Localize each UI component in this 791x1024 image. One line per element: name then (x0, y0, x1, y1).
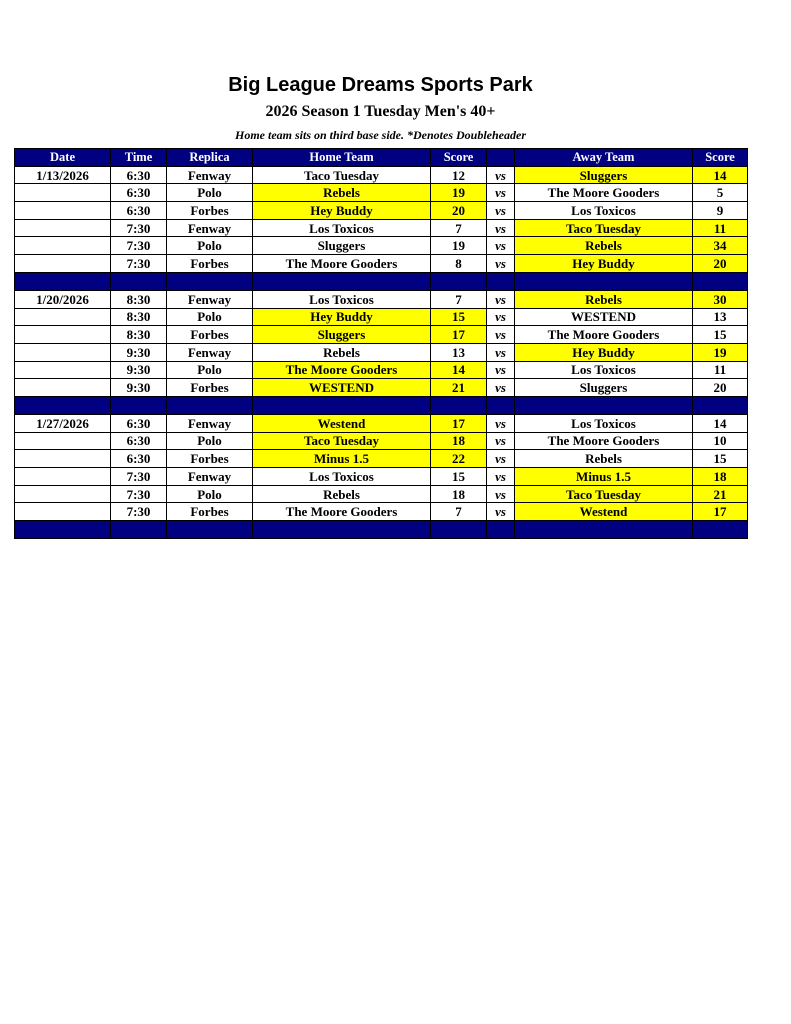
separator-cell (253, 272, 431, 290)
date-cell (15, 237, 111, 255)
away-team-cell: Hey Buddy (515, 343, 693, 361)
away-score-cell: 20 (693, 379, 748, 397)
separator-cell (167, 521, 253, 539)
home-team-cell: Hey Buddy (253, 308, 431, 326)
page-subtitle: 2026 Season 1 Tuesday Men's 40+ (265, 103, 496, 120)
home-team-cell: Minus 1.5 (253, 450, 431, 468)
game-row (15, 361, 748, 379)
game-row (15, 343, 748, 361)
home-team-cell: The Moore Gooders (253, 255, 431, 273)
home-score-cell: 22 (431, 450, 487, 468)
vs-label: vs (487, 326, 515, 344)
separator-cell (693, 272, 748, 290)
separator-cell (111, 272, 167, 290)
home-score-cell: 18 (431, 432, 487, 450)
time-cell: 7:30 (111, 237, 167, 255)
home-team-cell: The Moore Gooders (253, 361, 431, 379)
vs-label: vs (487, 166, 515, 184)
separator-cell (111, 396, 167, 414)
time-cell: 7:30 (111, 468, 167, 486)
home-team-cell: Los Toxicos (253, 290, 431, 308)
date-cell (15, 326, 111, 344)
away-team-cell: Sluggers (515, 166, 693, 184)
away-score-cell: 30 (693, 290, 748, 308)
date-cell: 1/13/2026 (15, 166, 111, 184)
col-header-date: Date (15, 149, 111, 167)
date-cell (15, 219, 111, 237)
game-row (15, 485, 748, 503)
time-cell: 6:30 (111, 450, 167, 468)
home-team-cell: Los Toxicos (253, 468, 431, 486)
separator-cell (431, 396, 487, 414)
col-header-home-score: Score (431, 149, 487, 167)
separator-cell (515, 396, 693, 414)
col-header-replica: Replica (167, 149, 253, 167)
replica-cell: Fenway (167, 414, 253, 432)
separator-cell (167, 272, 253, 290)
away-score-cell: 11 (693, 219, 748, 237)
time-cell: 7:30 (111, 485, 167, 503)
vs-label: vs (487, 290, 515, 308)
time-cell: 9:30 (111, 361, 167, 379)
game-row (15, 326, 748, 344)
schedule-note: Home team sits on third base side. *Denotes Doubleheader (235, 128, 526, 142)
replica-cell: Polo (167, 308, 253, 326)
date-cell (15, 485, 111, 503)
date-cell (15, 361, 111, 379)
time-cell: 9:30 (111, 343, 167, 361)
away-team-cell: Los Toxicos (515, 414, 693, 432)
page-title: Big League Dreams Sports Park (228, 74, 533, 96)
vs-label: vs (487, 485, 515, 503)
time-cell: 6:30 (111, 166, 167, 184)
col-header-time: Time (111, 149, 167, 167)
separator-cell (431, 521, 487, 539)
home-team-cell: The Moore Gooders (253, 503, 431, 521)
time-cell: 7:30 (111, 255, 167, 273)
time-cell: 6:30 (111, 414, 167, 432)
home-score-cell: 19 (431, 184, 487, 202)
separator-cell (167, 396, 253, 414)
replica-cell: Fenway (167, 290, 253, 308)
away-team-cell: The Moore Gooders (515, 432, 693, 450)
home-team-cell: Taco Tuesday (253, 166, 431, 184)
separator-cell (487, 521, 515, 539)
vs-label: vs (487, 237, 515, 255)
time-cell: 8:30 (111, 290, 167, 308)
replica-cell: Forbes (167, 255, 253, 273)
away-team-cell: Minus 1.5 (515, 468, 693, 486)
schedule-body (15, 166, 748, 538)
time-cell: 9:30 (111, 379, 167, 397)
away-score-cell: 34 (693, 237, 748, 255)
away-team-cell: Westend (515, 503, 693, 521)
separator-cell (487, 272, 515, 290)
time-cell: 6:30 (111, 202, 167, 220)
vs-label: vs (487, 202, 515, 220)
separator-cell (515, 521, 693, 539)
away-score-cell: 15 (693, 326, 748, 344)
replica-cell: Polo (167, 432, 253, 450)
date-cell: 1/20/2026 (15, 290, 111, 308)
separator-cell (111, 521, 167, 539)
date-cell (15, 308, 111, 326)
home-team-cell: Westend (253, 414, 431, 432)
separator-cell (253, 521, 431, 539)
away-team-cell: The Moore Gooders (515, 184, 693, 202)
home-team-cell: Rebels (253, 343, 431, 361)
replica-cell: Polo (167, 485, 253, 503)
replica-cell: Forbes (167, 326, 253, 344)
time-cell: 6:30 (111, 432, 167, 450)
game-row (15, 503, 748, 521)
home-score-cell: 7 (431, 503, 487, 521)
home-score-cell: 13 (431, 343, 487, 361)
home-score-cell: 17 (431, 414, 487, 432)
game-row (15, 237, 748, 255)
home-team-cell: Hey Buddy (253, 202, 431, 220)
home-team-cell: Sluggers (253, 326, 431, 344)
away-score-cell: 17 (693, 503, 748, 521)
home-team-cell: WESTEND (253, 379, 431, 397)
home-score-cell: 7 (431, 219, 487, 237)
game-row (15, 308, 748, 326)
separator-cell (693, 396, 748, 414)
home-score-cell: 20 (431, 202, 487, 220)
away-score-cell: 18 (693, 468, 748, 486)
game-row (15, 255, 748, 273)
date-cell (15, 503, 111, 521)
col-header-vs (487, 149, 515, 167)
vs-label: vs (487, 255, 515, 273)
replica-cell: Forbes (167, 202, 253, 220)
away-score-cell: 14 (693, 166, 748, 184)
vs-label: vs (487, 308, 515, 326)
game-row (15, 450, 748, 468)
vs-label: vs (487, 184, 515, 202)
away-score-cell: 5 (693, 184, 748, 202)
home-score-cell: 8 (431, 255, 487, 273)
date-cell (15, 343, 111, 361)
game-row (15, 468, 748, 486)
date-cell (15, 255, 111, 273)
separator-cell (431, 272, 487, 290)
home-team-cell: Rebels (253, 485, 431, 503)
home-team-cell: Sluggers (253, 237, 431, 255)
separator-cell (15, 272, 111, 290)
week-separator-row (15, 396, 748, 414)
away-team-cell: Los Toxicos (515, 202, 693, 220)
week-separator-row (15, 521, 748, 539)
separator-cell (515, 272, 693, 290)
vs-label: vs (487, 432, 515, 450)
vs-label: vs (487, 414, 515, 432)
home-score-cell: 19 (431, 237, 487, 255)
away-team-cell: Rebels (515, 290, 693, 308)
home-score-cell: 21 (431, 379, 487, 397)
vs-label: vs (487, 219, 515, 237)
game-row (15, 219, 748, 237)
game-row (15, 290, 748, 308)
col-header-away-score: Score (693, 149, 748, 167)
home-score-cell: 12 (431, 166, 487, 184)
away-team-cell: The Moore Gooders (515, 326, 693, 344)
time-cell: 7:30 (111, 503, 167, 521)
away-score-cell: 19 (693, 343, 748, 361)
date-cell: 1/27/2026 (15, 414, 111, 432)
replica-cell: Polo (167, 361, 253, 379)
game-row (15, 414, 748, 432)
game-row (15, 184, 748, 202)
away-score-cell: 20 (693, 255, 748, 273)
home-score-cell: 7 (431, 290, 487, 308)
vs-label: vs (487, 468, 515, 486)
away-team-cell: Rebels (515, 237, 693, 255)
away-team-cell: Taco Tuesday (515, 485, 693, 503)
away-score-cell: 15 (693, 450, 748, 468)
replica-cell: Fenway (167, 343, 253, 361)
away-score-cell: 13 (693, 308, 748, 326)
game-row (15, 202, 748, 220)
home-team-cell: Los Toxicos (253, 219, 431, 237)
away-team-cell: Hey Buddy (515, 255, 693, 273)
vs-label: vs (487, 379, 515, 397)
vs-label: vs (487, 343, 515, 361)
away-score-cell: 21 (693, 485, 748, 503)
col-header-home-team: Home Team (253, 149, 431, 167)
date-cell (15, 184, 111, 202)
away-score-cell: 11 (693, 361, 748, 379)
date-cell (15, 379, 111, 397)
separator-cell (487, 396, 515, 414)
replica-cell: Polo (167, 237, 253, 255)
schedule-table (14, 148, 748, 539)
away-score-cell: 14 (693, 414, 748, 432)
away-score-cell: 10 (693, 432, 748, 450)
game-row (15, 379, 748, 397)
date-cell (15, 432, 111, 450)
home-score-cell: 18 (431, 485, 487, 503)
vs-label: vs (487, 361, 515, 379)
header-row (15, 149, 748, 167)
separator-cell (15, 521, 111, 539)
week-separator-row (15, 272, 748, 290)
separator-cell (693, 521, 748, 539)
home-team-cell: Taco Tuesday (253, 432, 431, 450)
replica-cell: Forbes (167, 503, 253, 521)
home-score-cell: 15 (431, 308, 487, 326)
col-header-away-team: Away Team (515, 149, 693, 167)
time-cell: 7:30 (111, 219, 167, 237)
time-cell: 8:30 (111, 326, 167, 344)
date-cell (15, 468, 111, 486)
game-row (15, 432, 748, 450)
home-team-cell: Rebels (253, 184, 431, 202)
date-cell (15, 450, 111, 468)
away-team-cell: WESTEND (515, 308, 693, 326)
replica-cell: Fenway (167, 219, 253, 237)
away-team-cell: Rebels (515, 450, 693, 468)
away-score-cell: 9 (693, 202, 748, 220)
away-team-cell: Los Toxicos (515, 361, 693, 379)
home-score-cell: 14 (431, 361, 487, 379)
game-row (15, 166, 748, 184)
replica-cell: Forbes (167, 379, 253, 397)
away-team-cell: Taco Tuesday (515, 219, 693, 237)
time-cell: 6:30 (111, 184, 167, 202)
replica-cell: Fenway (167, 166, 253, 184)
date-cell (15, 202, 111, 220)
replica-cell: Polo (167, 184, 253, 202)
away-team-cell: Sluggers (515, 379, 693, 397)
time-cell: 8:30 (111, 308, 167, 326)
replica-cell: Fenway (167, 468, 253, 486)
separator-cell (15, 396, 111, 414)
replica-cell: Forbes (167, 450, 253, 468)
home-score-cell: 15 (431, 468, 487, 486)
separator-cell (253, 396, 431, 414)
home-score-cell: 17 (431, 326, 487, 344)
vs-label: vs (487, 450, 515, 468)
vs-label: vs (487, 503, 515, 521)
